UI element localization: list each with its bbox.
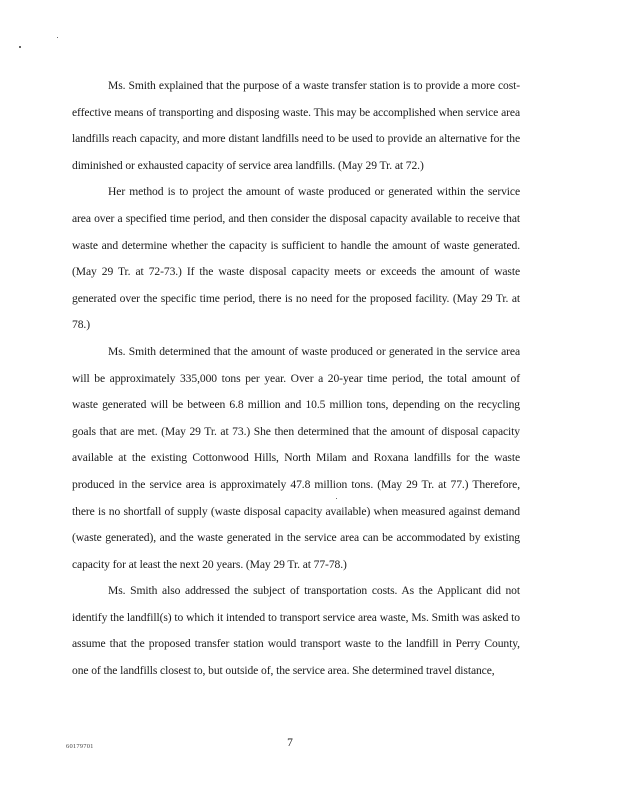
scan-speck [19,46,21,48]
page-number: 7 [287,737,293,749]
footer-document-code: 60179701 [66,743,94,750]
document-body [72,73,520,685]
paragraph-transfer-station-purpose: Ms. Smith explained that the purpose of a waste transfer station is to provide a more cost-effective means of transporting and disposing waste. This may be accomplished when service area landfills reach capacity, and more distant landfills need to be used to provide an alternative for the diminished or exhausted capacity of service area landfills. (May 29 Tr. at 72.) [72,79,520,172]
paragraph-transportation-costs: Ms. Smith also addressed the subject of transportation costs. As the Applicant did not identify the landfill(s) to which it intended to transport service area waste, Ms. Smith was asked to assume that the proposed transfer station would transport waste to the landfill in Perry County, one of the landfills closest to, but outside of, the service area. She determined travel distance, [72,584,520,678]
paragraph-waste-determination: Ms. Smith determined that the amount of waste produced or generated in the service area will be approximately 335,000 tons per year. Over a 20-year time period, the total amount of waste generated will be between 6.8 million and 10.5 million tons, depending on the recycling goals that are met. (May 29 Tr. at 73.) She then determined that the amount of disposal capacity available at the existing Cottonwood Hills, North Milam and Roxana landfills for the waste produced in the service area is approximately 47.8 million tons. (May 29 Tr. at 77.) Therefore, there is no shortfall of supply (waste disposal capacity available) when measured against demand (waste generated), and the waste generated in the service area can be accommodated by existing capacity for at least the next 20 years. (May 29 Tr. at 77-78.) [72,344,520,571]
scan-speck [57,37,58,38]
paragraph-method: Her method is to project the amount of waste produced or generated within the service area over a specified time period, and then consider the disposal capacity available to receive that waste and determine whether the capacity is sufficient to handle the amount of waste generated. (May 29 Tr. at 72-73.) If the waste disposal capacity meets or exceeds the amount of waste generated over the specific time period, there is no need for the proposed facility. (May 29 Tr. at 78.) [72,185,520,332]
